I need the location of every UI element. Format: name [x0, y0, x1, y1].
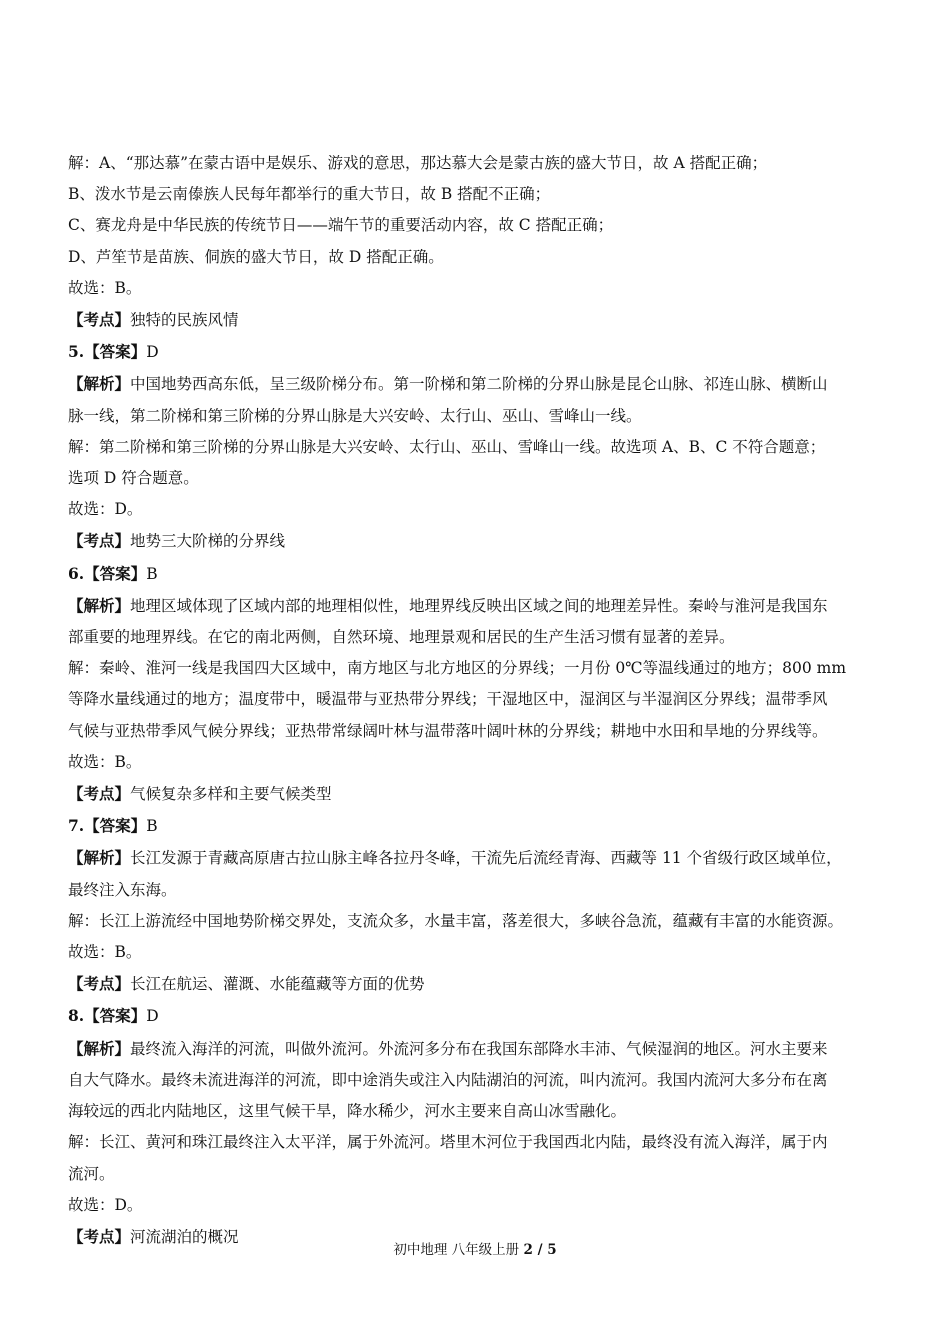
text-line: 自大气降水。最终未流进海洋的河流，即中途消失或注入内陆湖泊的河流，叫内流河。我国内流河大多分布在离	[68, 1070, 828, 1089]
jiexi-line: 【解析】长江发源于青藏高原唐古拉山脉主峰各拉丹冬峰，干流先后流经青海、西藏等 11 个省级行政区域单位，	[68, 848, 842, 868]
answer-line: 8.【答案】D	[68, 1006, 159, 1026]
kaodian-line: 【考点】长江在航运、灌溉、水能蕴藏等方面的优势	[68, 974, 425, 994]
text-line: 选项 D 符合题意。	[68, 469, 199, 488]
kaodian-line: 【考点】气候复杂多样和主要气候类型	[68, 784, 332, 804]
footer-label: 初中地理 八年级上册	[393, 1242, 524, 1258]
kaodian-line: 【考点】河流湖泊的概况	[68, 1226, 239, 1246]
page-total: 5	[547, 1242, 557, 1258]
text-line: 故选：B。	[68, 943, 142, 962]
text-line: C、赛龙舟是中华民族的传统节日——端午节的重要活动内容，故 C 搭配正确；	[68, 216, 614, 235]
text-line: B、泼水节是云南傣族人民每年都举行的重大节日，故 B 搭配不正确；	[68, 185, 551, 204]
text-line: D、芦笙节是苗族、侗族的盛大节日，故 D 搭配正确。	[68, 247, 444, 266]
kaodian-line: 【考点】独特的民族风情	[68, 310, 239, 330]
jiexi-line: 【解析】地理区域体现了区域内部的地理相似性，地理界线反映出区域之间的地理差异性。秦岭与淮河是我国东	[68, 595, 828, 615]
text-line: 气候与亚热带季风气候分界线；亚热带常绿阔叶林与温带落叶阔叶林的分界线；耕地中水田和旱地的分界线等。	[68, 721, 828, 740]
page-separator: /	[532, 1242, 548, 1258]
jiexi-line: 【解析】中国地势西高东低，呈三级阶梯分布。第一阶梯和第二阶梯的分界山脉是昆仑山脉、祁连山脉、横断山	[68, 374, 828, 394]
text-line: 脉一线，第二阶梯和第三阶梯的分界山脉是大兴安岭、太行山、巫山、雪峰山一线。	[68, 406, 642, 425]
text-line: 解：第二阶梯和第三阶梯的分界山脉是大兴安岭、太行山、巫山、雪峰山一线。故选项 A、B、C 不符合题意；	[68, 437, 826, 456]
answer-line: 7.【答案】B	[68, 816, 158, 836]
answer-line: 5.【答案】D	[68, 342, 159, 362]
text-line: 解：秦岭、淮河一线是我国四大区域中，南方地区与北方地区的分界线；一月份 0℃等温线通过的地方；800 mm	[68, 659, 847, 678]
text-line: 故选：B。	[68, 278, 142, 297]
jiexi-line: 【解析】最终流入海洋的河流，叫做外流河。外流河多分布在我国东部降水丰沛、气候湿润的地区。河水主要来	[68, 1038, 828, 1058]
text-line: 最终注入东海。	[68, 880, 177, 899]
text-line: 部重要的地理界线。在它的南北两侧，自然环境、地理景观和居民的生产生活习惯有显著的差异。	[68, 628, 735, 647]
text-line: 流河。	[68, 1164, 115, 1183]
text-line: 故选：D。	[68, 1195, 143, 1214]
page-number: 2	[523, 1242, 533, 1258]
text-line: 解：A、“那达慕”在蒙古语中是娱乐、游戏的意思，那达慕大会是蒙古族的盛大节日，故 A 搭配正确；	[68, 154, 768, 172]
text-line: 故选：B。	[68, 752, 142, 771]
text-line: 故选：D。	[68, 500, 143, 519]
text-line: 海较远的西北内陆地区，这里气候干旱，降水稀少，河水主要来自高山冰雪融化。	[68, 1102, 627, 1121]
text-line: 等降水量线通过的地方；温度带中，暖温带与亚热带分界线；干湿地区中，湿润区与半湿润区分界线；温带季风	[68, 690, 828, 709]
document-body	[68, 148, 886, 1253]
answer-line: 6.【答案】B	[68, 563, 158, 583]
text-line: 解：长江上游流经中国地势阶梯交界处，支流众多，水量丰富，落差很大，多峡谷急流，蕴藏有丰富的水能资源。	[68, 911, 844, 930]
page-footer	[0, 1238, 950, 1258]
kaodian-line: 【考点】地势三大阶梯的分界线	[68, 531, 286, 551]
text-line: 解：长江、黄河和珠江最终注入太平洋，属于外流河。塔里木河位于我国西北内陆，最终没有流入海洋，属于内	[68, 1133, 828, 1152]
